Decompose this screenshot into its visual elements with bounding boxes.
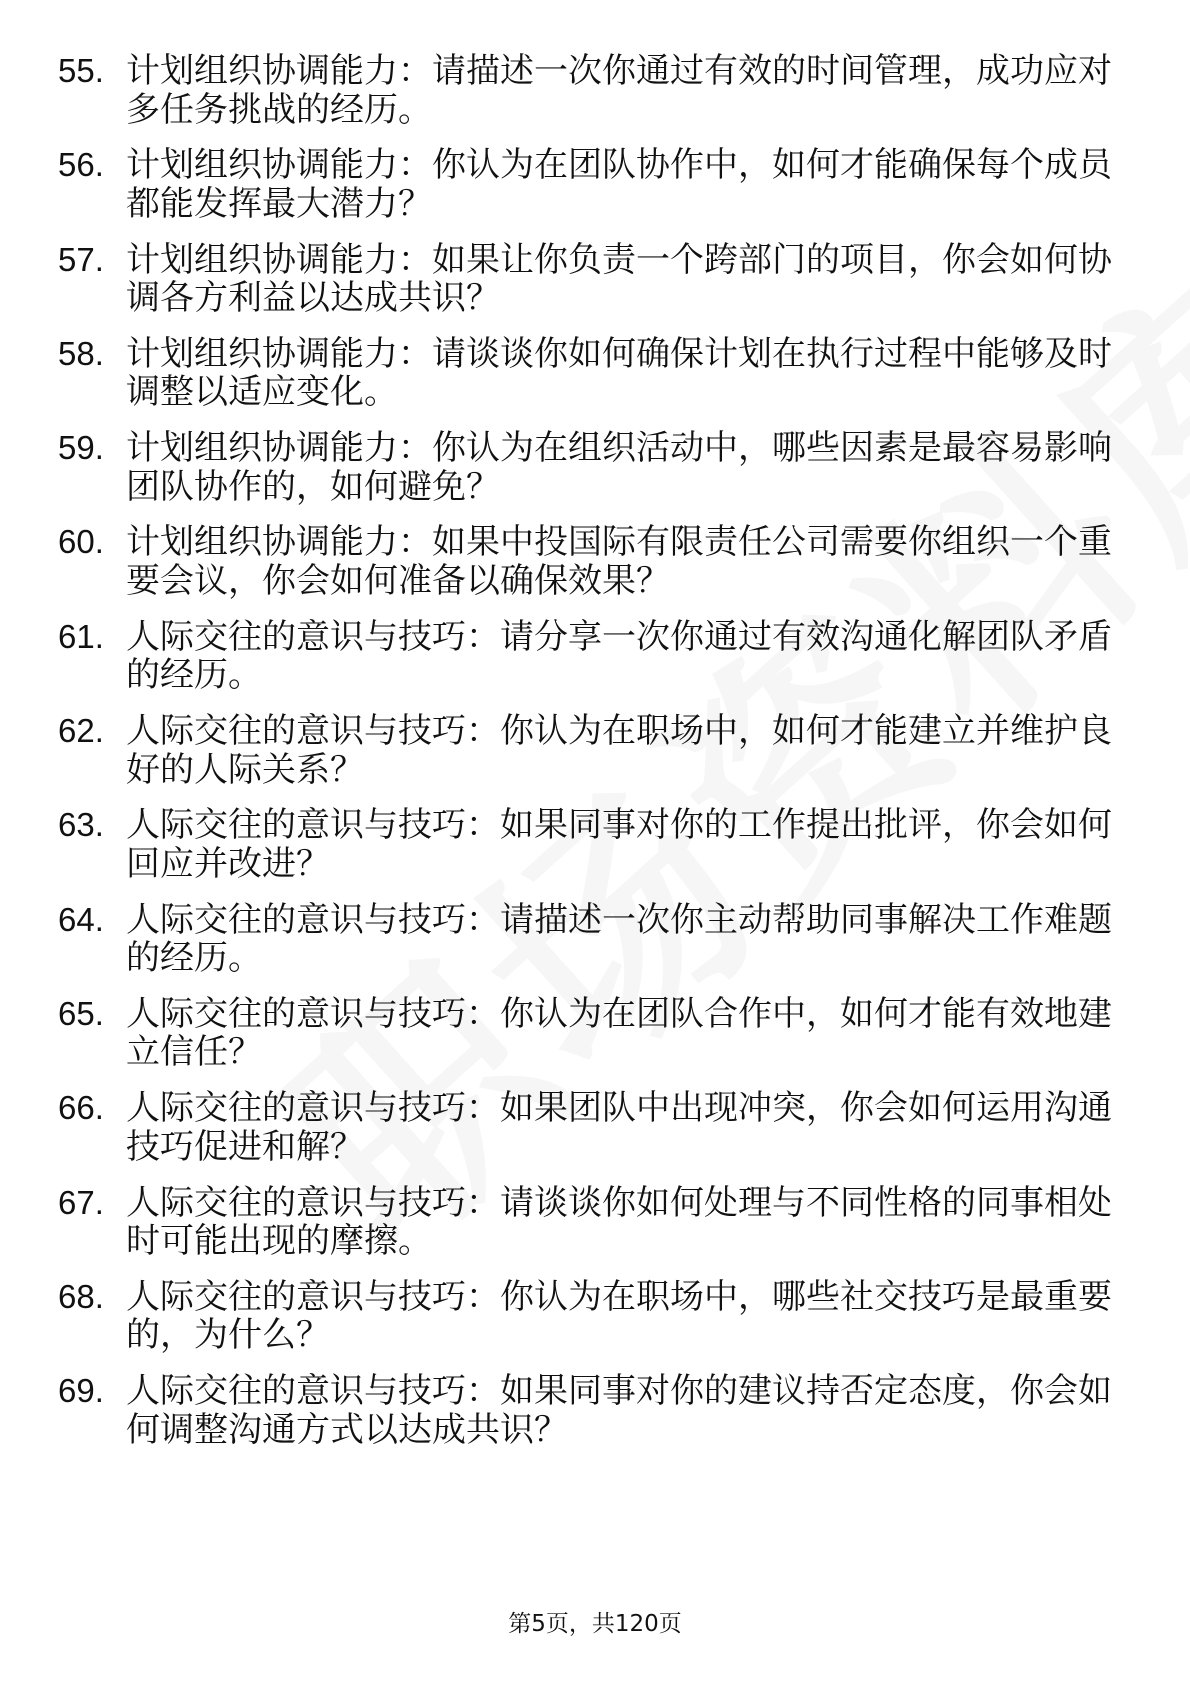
page-footer: 第5页，共120页 (508, 1611, 682, 1637)
question-item (58, 429, 1138, 506)
question-number: 56. (58, 146, 104, 184)
question-number: 57. (58, 240, 104, 278)
question-text: 计划组织协调能力：请谈谈你如何确保计划在执行过程中能够及时调整以适应变化。 (126, 333, 1112, 413)
question-item (58, 241, 1138, 318)
question-item (58, 712, 1138, 789)
question-number: 67. (58, 1183, 104, 1221)
question-text: 人际交往的意识与技巧：如果团队中出现冲突，你会如何运用沟通技巧促进和解？ (126, 1088, 1112, 1167)
question-item (58, 335, 1138, 412)
question-number: 63. (58, 806, 104, 844)
question-text: 计划组织协调能力：你认为在团队协作中，如何才能确保每个成员都能发挥最大潜力？ (126, 145, 1112, 224)
question-text: 人际交往的意识与技巧：你认为在团队合作中，如何才能有效地建立信任？ (126, 993, 1112, 1073)
question-number: 58. (58, 334, 104, 372)
question-item (58, 1184, 1138, 1261)
question-text: 人际交往的意识与技巧：请描述一次你主动帮助同事解决工作难题的经历。 (126, 899, 1112, 979)
question-list (58, 52, 1138, 1466)
question-text: 人际交往的意识与技巧：你认为在职场中，如何才能建立并维护良好的人际关系？ (126, 711, 1112, 790)
question-item (58, 1089, 1138, 1166)
question-item (58, 618, 1138, 695)
question-number: 64. (58, 900, 104, 938)
question-number: 55. (58, 52, 104, 89)
question-text: 人际交往的意识与技巧：你认为在职场中，哪些社交技巧是最重要的，为什么？ (126, 1276, 1112, 1356)
question-number: 59. (58, 429, 104, 467)
question-number: 66. (58, 1089, 104, 1127)
question-text: 计划组织协调能力：请描述一次你通过有效的时间管理，成功应对多任务挑战的经历。 (126, 51, 1112, 130)
question-item (58, 901, 1138, 978)
question-number: 61. (58, 617, 104, 655)
question-item (58, 1278, 1138, 1355)
question-item (58, 995, 1138, 1072)
question-text: 人际交往的意识与技巧：如果同事对你的工作提出批评，你会如何回应并改进？ (126, 805, 1112, 884)
question-item (58, 806, 1138, 883)
question-number: 65. (58, 994, 104, 1032)
question-item (58, 1372, 1138, 1449)
question-text: 人际交往的意识与技巧：如果同事对你的建议持否定态度，你会如何调整沟通方式以达成共识？ (126, 1371, 1112, 1450)
question-text: 人际交往的意识与技巧：请谈谈你如何处理与不同性格的同事相处时可能出现的摩擦。 (126, 1182, 1112, 1262)
question-item (58, 146, 1138, 223)
question-text: 计划组织协调能力：如果让你负责一个跨部门的项目，你会如何协调各方利益以达成共识？ (126, 239, 1112, 319)
question-text: 人际交往的意识与技巧：请分享一次你通过有效沟通化解团队矛盾的经历。 (126, 616, 1112, 696)
question-text: 计划组织协调能力：如果中投国际有限责任公司需要你组织一个重要会议，你会如何准备以确保效果？ (126, 522, 1112, 601)
question-number: 68. (58, 1277, 104, 1315)
question-number: 62. (58, 712, 104, 750)
question-item (58, 52, 1138, 129)
question-item (58, 523, 1138, 600)
question-text: 计划组织协调能力：你认为在组织活动中，哪些因素是最容易影响团队协作的，如何避免？ (126, 428, 1112, 507)
question-number: 60. (58, 523, 104, 561)
question-number: 69. (58, 1372, 104, 1410)
